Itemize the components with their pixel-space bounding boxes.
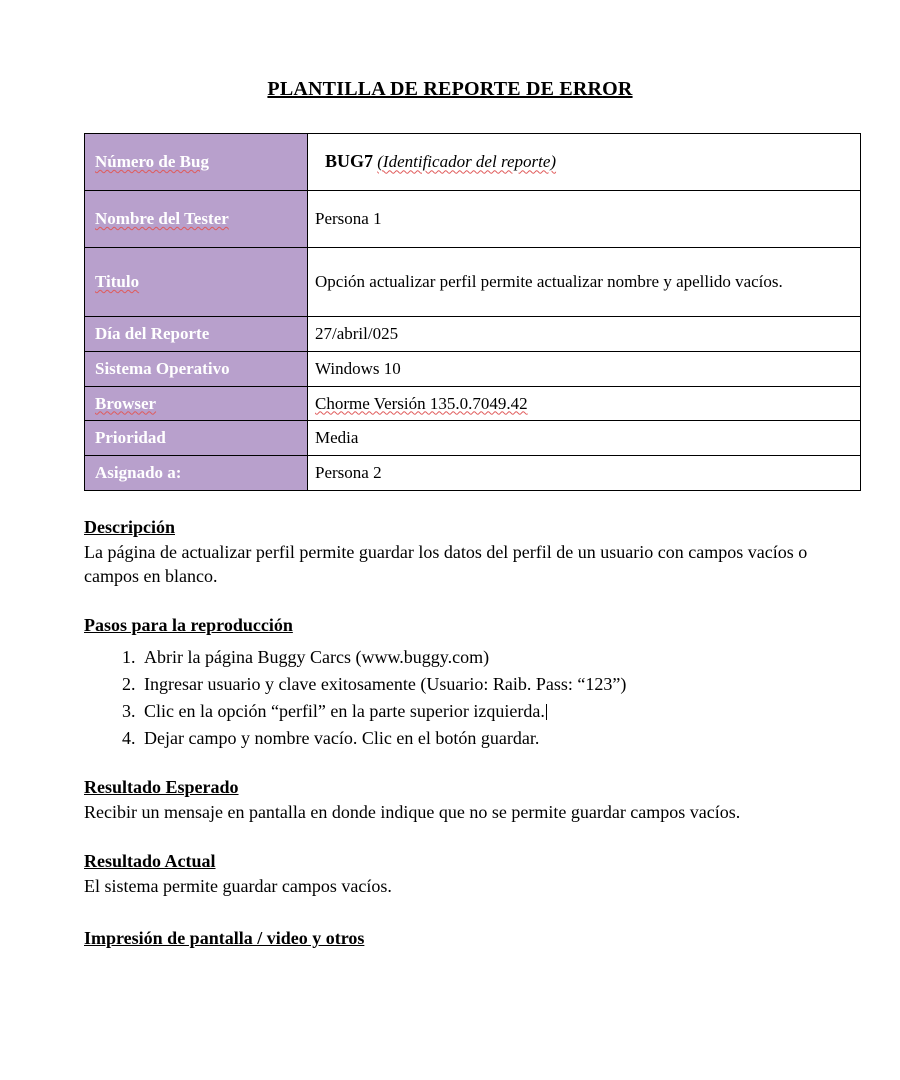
value-prioridad: Media bbox=[308, 421, 861, 456]
table-row bbox=[85, 421, 861, 456]
heading-descripcion: Descripción bbox=[84, 516, 175, 537]
label-text: Número de Bug bbox=[95, 152, 209, 172]
bug-info-table bbox=[84, 133, 861, 491]
body-resultado-actual: El sistema permite guardar campos vacíos. bbox=[84, 875, 392, 896]
list-item bbox=[140, 725, 824, 751]
label-nombre-del-tester bbox=[85, 191, 308, 248]
section-pasos bbox=[84, 615, 824, 751]
list-item bbox=[140, 698, 824, 724]
body-resultado-esperado: Recibir un mensaje en pantalla en donde indique que no se permite guardar campos vacíos. bbox=[84, 802, 741, 823]
label-titulo bbox=[85, 248, 308, 317]
browser-value-text: Chorme Versión 135.0.7049.42 bbox=[315, 393, 528, 413]
section-resultado-actual bbox=[84, 851, 824, 898]
label-asignado-a: Asignado a: bbox=[85, 456, 308, 491]
section-resultado-esperado bbox=[84, 777, 824, 824]
label-numero-de-bug bbox=[85, 134, 308, 191]
table-row bbox=[85, 351, 861, 386]
step-text: Abrir la página Buggy Carcs (www.buggy.com) bbox=[144, 646, 490, 667]
step-text: Clic en la opción “perfil” en la parte superior izquierda. bbox=[144, 700, 545, 721]
page-title: PLANTILLA DE REPORTE DE ERROR bbox=[267, 78, 633, 100]
heading-resultado-actual: Resultado Actual bbox=[84, 850, 216, 871]
body-descripcion: La página de actualizar perfil permite guardar los datos del perfil de un usuario con campos vacíos o campos en blanco. bbox=[84, 541, 808, 587]
label-text: Titulo bbox=[95, 272, 140, 292]
bug-id-value: BUG7 bbox=[325, 151, 374, 172]
label-browser bbox=[85, 386, 308, 421]
value-dia-del-reporte: 27/abril/025 bbox=[308, 317, 861, 352]
table-row bbox=[85, 317, 861, 352]
value-browser bbox=[308, 386, 861, 421]
label-text: Browser bbox=[95, 393, 157, 413]
steps-list bbox=[84, 644, 824, 751]
label-prioridad: Prioridad bbox=[85, 421, 308, 456]
section-impresion-pantalla bbox=[84, 928, 824, 949]
section-descripcion bbox=[84, 517, 824, 589]
value-titulo: Opción actualizar perfil permite actualizar nombre y apellido vacíos. bbox=[308, 248, 861, 317]
list-item bbox=[140, 644, 824, 670]
heading-resultado-esperado: Resultado Esperado bbox=[84, 777, 239, 798]
label-sistema-operativo: Sistema Operativo bbox=[85, 351, 308, 386]
heading-impresion-pantalla: Impresión de pantalla / video y otros bbox=[84, 928, 365, 948]
table-row bbox=[85, 248, 861, 317]
heading-pasos: Pasos para la reproducción bbox=[84, 614, 293, 635]
step-text: Dejar campo y nombre vacío. Clic en el botón guardar. bbox=[144, 727, 540, 748]
value-asignado-a: Persona 2 bbox=[308, 456, 861, 491]
table-row bbox=[85, 386, 861, 421]
table-row bbox=[85, 134, 861, 191]
step-text: Ingresar usuario y clave exitosamente (Usuario: Raib. Pass: “123”) bbox=[144, 673, 627, 694]
value-nombre-del-tester: Persona 1 bbox=[308, 191, 861, 248]
table-row bbox=[85, 191, 861, 248]
list-item bbox=[140, 671, 824, 697]
value-sistema-operativo: Windows 10 bbox=[308, 351, 861, 386]
text-cursor bbox=[546, 704, 547, 720]
label-dia-del-reporte: Día del Reporte bbox=[85, 317, 308, 352]
bug-id-note: (Identificador del reporte) bbox=[377, 152, 557, 172]
value-numero-de-bug bbox=[308, 134, 861, 191]
table-row bbox=[85, 456, 861, 491]
label-text: Nombre del Tester bbox=[95, 209, 229, 229]
